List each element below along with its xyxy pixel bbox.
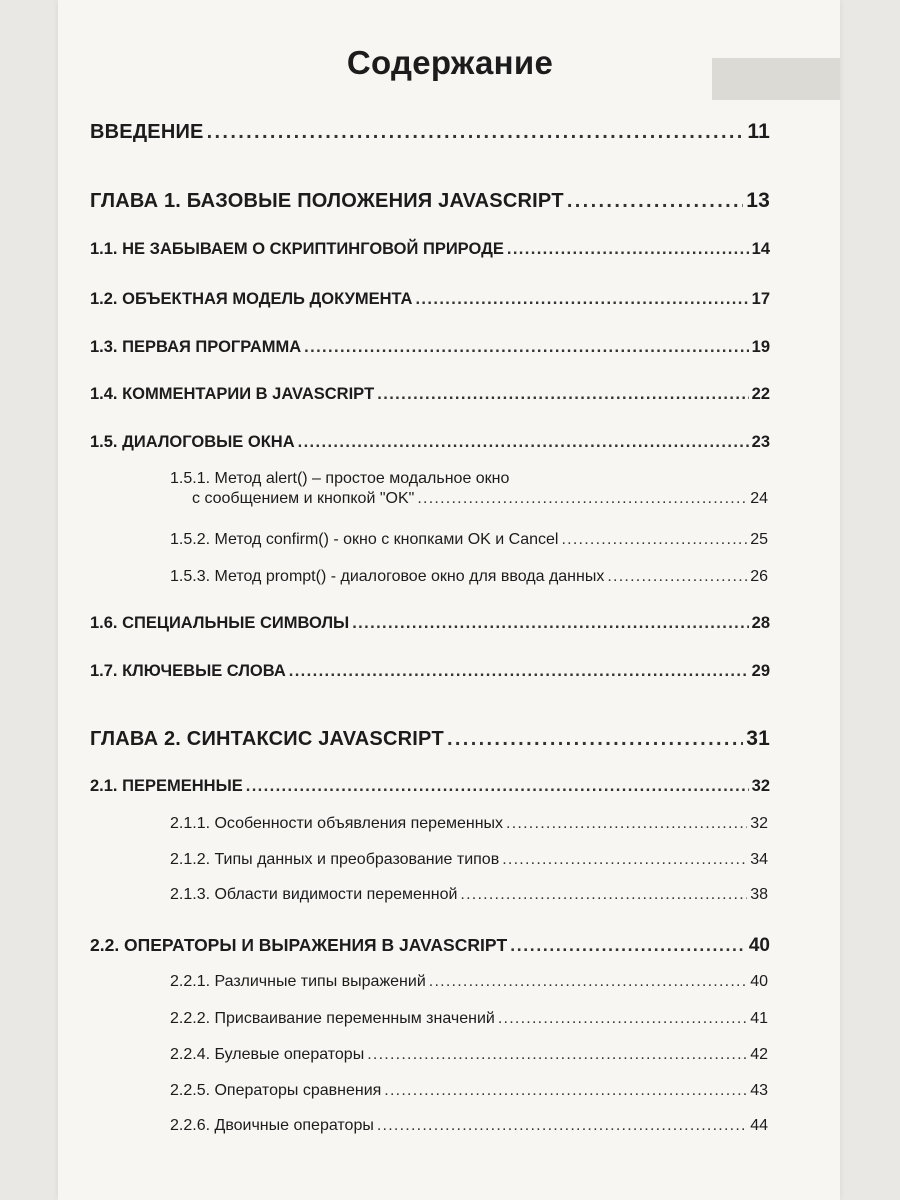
- toc-entry-title: ГЛАВА 2. СИНТАКСИС JAVASCRIPT: [90, 728, 444, 750]
- toc-entry-title: 1.7. КЛЮЧЕВЫЕ СЛОВА: [90, 662, 286, 680]
- toc-entry-line-1: [170, 470, 768, 488]
- toc-entry-title: 2.2. ОПЕРАТОРЫ И ВЫРАЖЕНИЯ В JAVASCRIPT: [90, 935, 508, 955]
- toc-entry-title: 1.5.2. Метод confirm() - окно с кнопками OK и Cancel: [170, 531, 559, 548]
- toc-entry-page: 11: [747, 120, 770, 143]
- toc-entry-2-2-6[interactable]: [170, 1117, 768, 1135]
- dot-leader: [607, 568, 747, 586]
- toc-entry-title: 1.3. ПЕРВАЯ ПРОГРАММА: [90, 338, 302, 356]
- toc-entry-2-2-5[interactable]: [170, 1082, 768, 1100]
- toc-entry-title: 1.6. СПЕЦИАЛЬНЫЕ СИМВОЛЫ: [90, 614, 350, 632]
- toc-entry-page: 23: [751, 433, 770, 451]
- toc-entry-1-5-2[interactable]: [170, 531, 768, 549]
- toc-entry-title: 1.5.3. Метод prompt() - диалоговое окно для ввода данных: [170, 568, 605, 585]
- toc-entry-1-1[interactable]: [90, 240, 770, 259]
- dot-leader: [377, 385, 748, 404]
- table-of-contents: [90, 0, 770, 1200]
- toc-entry-page: 26: [750, 568, 768, 585]
- dot-leader: [367, 1046, 747, 1064]
- toc-entry-page: 28: [751, 614, 770, 632]
- toc-entry-1-5-3[interactable]: [170, 568, 768, 586]
- dot-leader: [207, 121, 745, 144]
- toc-entry-page: 40: [750, 973, 768, 990]
- toc-entry-page: 32: [750, 815, 768, 832]
- toc-entry-2-1[interactable]: [90, 777, 770, 796]
- dot-leader: [415, 290, 748, 309]
- toc-entry-1-3[interactable]: [90, 338, 770, 357]
- dot-leader: [377, 1117, 747, 1135]
- toc-entry-1-5-1[interactable]: [170, 470, 768, 508]
- toc-entry-page: 22: [751, 385, 770, 403]
- toc-entry-page: 25: [750, 531, 768, 548]
- toc-entry-1-6[interactable]: [90, 614, 770, 633]
- dot-leader: [561, 531, 747, 549]
- toc-entry-chapter-2[interactable]: [90, 727, 770, 751]
- toc-entry-2-2-2[interactable]: [170, 1010, 768, 1028]
- toc-entry-2-2[interactable]: [90, 935, 770, 957]
- toc-entry-title: 1.2. ОБЪЕКТНАЯ МОДЕЛЬ ДОКУМЕНТА: [90, 290, 413, 308]
- dot-leader: [510, 935, 746, 956]
- toc-entry-title: 2.2.4. Булевые операторы: [170, 1046, 365, 1063]
- toc-entry-title: 2.1. ПЕРЕМЕННЫЕ: [90, 777, 243, 795]
- dot-leader: [429, 973, 747, 991]
- toc-entry-1-5[interactable]: [90, 433, 770, 452]
- toc-entry-2-1-3[interactable]: [170, 886, 768, 904]
- toc-entry-title: 2.2.5. Операторы сравнения: [170, 1082, 382, 1099]
- toc-entry-page: 42: [750, 1046, 768, 1063]
- dot-leader: [417, 490, 747, 508]
- dot-leader: [502, 851, 747, 869]
- toc-entry-title: 2.1.3. Области видимости переменной: [170, 886, 458, 903]
- toc-entry-title: 1.5. ДИАЛОГОВЫЕ ОКНА: [90, 433, 295, 451]
- toc-entry-2-2-4[interactable]: [170, 1046, 768, 1064]
- dot-leader: [298, 433, 749, 452]
- dot-leader: [447, 728, 743, 751]
- dot-leader: [289, 662, 749, 681]
- toc-entry-page: 43: [750, 1082, 768, 1099]
- toc-entry-page: 32: [751, 777, 770, 795]
- toc-entry-1-2[interactable]: [90, 290, 770, 309]
- toc-entry-title: 1.5.1. Метод alert() – простое модальное окно: [170, 470, 510, 487]
- toc-entry-page: 44: [750, 1117, 768, 1134]
- toc-entry-title: ВВЕДЕНИЕ: [90, 121, 204, 143]
- toc-entry-page: 34: [750, 851, 768, 868]
- toc-entry-title-continued: с сообщением и кнопкой "OK": [192, 490, 415, 507]
- toc-entry-page: 41: [750, 1010, 768, 1027]
- dot-leader: [352, 614, 748, 633]
- toc-entry-page: 40: [748, 935, 770, 956]
- dot-leader: [498, 1010, 747, 1028]
- dot-leader: [507, 240, 749, 259]
- toc-entry-2-2-1[interactable]: [170, 973, 768, 991]
- toc-entry-chapter-1[interactable]: [90, 189, 770, 213]
- toc-entry-title: 2.2.1. Различные типы выражений: [170, 973, 426, 990]
- dot-leader: [506, 815, 747, 833]
- toc-entry-1-7[interactable]: [90, 662, 770, 681]
- page-title: Содержание: [346, 44, 554, 81]
- toc-entry-page: 29: [751, 662, 770, 680]
- toc-entry-title: 1.4. КОММЕНТАРИИ В JAVASCRIPT: [90, 385, 375, 403]
- toc-entry-page: 31: [746, 727, 770, 750]
- toc-entry-title: 2.1.1. Особенности объявления переменных: [170, 815, 504, 832]
- toc-entry-page: 14: [751, 240, 770, 258]
- toc-entry-line-2: [170, 490, 768, 508]
- toc-entry-title: ГЛАВА 1. БАЗОВЫЕ ПОЛОЖЕНИЯ JAVASCRIPT: [90, 190, 564, 212]
- dot-leader: [304, 338, 749, 357]
- dot-leader: [567, 190, 743, 213]
- toc-entry-title: 2.2.6. Двоичные операторы: [170, 1117, 374, 1134]
- toc-entry-page: 24: [750, 490, 768, 507]
- toc-entry-page: 13: [746, 189, 770, 212]
- toc-entry-2-1-1[interactable]: [170, 815, 768, 833]
- toc-entry-1-4[interactable]: [90, 385, 770, 404]
- toc-entry-page: 19: [751, 338, 770, 356]
- toc-entry-page: 38: [750, 886, 768, 903]
- toc-entry-title: 2.1.2. Типы данных и преобразование типов: [170, 851, 500, 868]
- toc-entry-title: 1.1. НЕ ЗАБЫВАЕМ О СКРИПТИНГОВОЙ ПРИРОДЕ: [90, 240, 504, 258]
- dot-leader: [246, 777, 749, 796]
- toc-entry-2-1-2[interactable]: [170, 851, 768, 869]
- dot-leader: [384, 1082, 747, 1100]
- toc-entry-title: 2.2.2. Присваивание переменным значений: [170, 1010, 495, 1027]
- toc-entry-introduction[interactable]: [90, 120, 770, 144]
- toc-entry-page: 17: [751, 290, 770, 308]
- dot-leader: [460, 886, 747, 904]
